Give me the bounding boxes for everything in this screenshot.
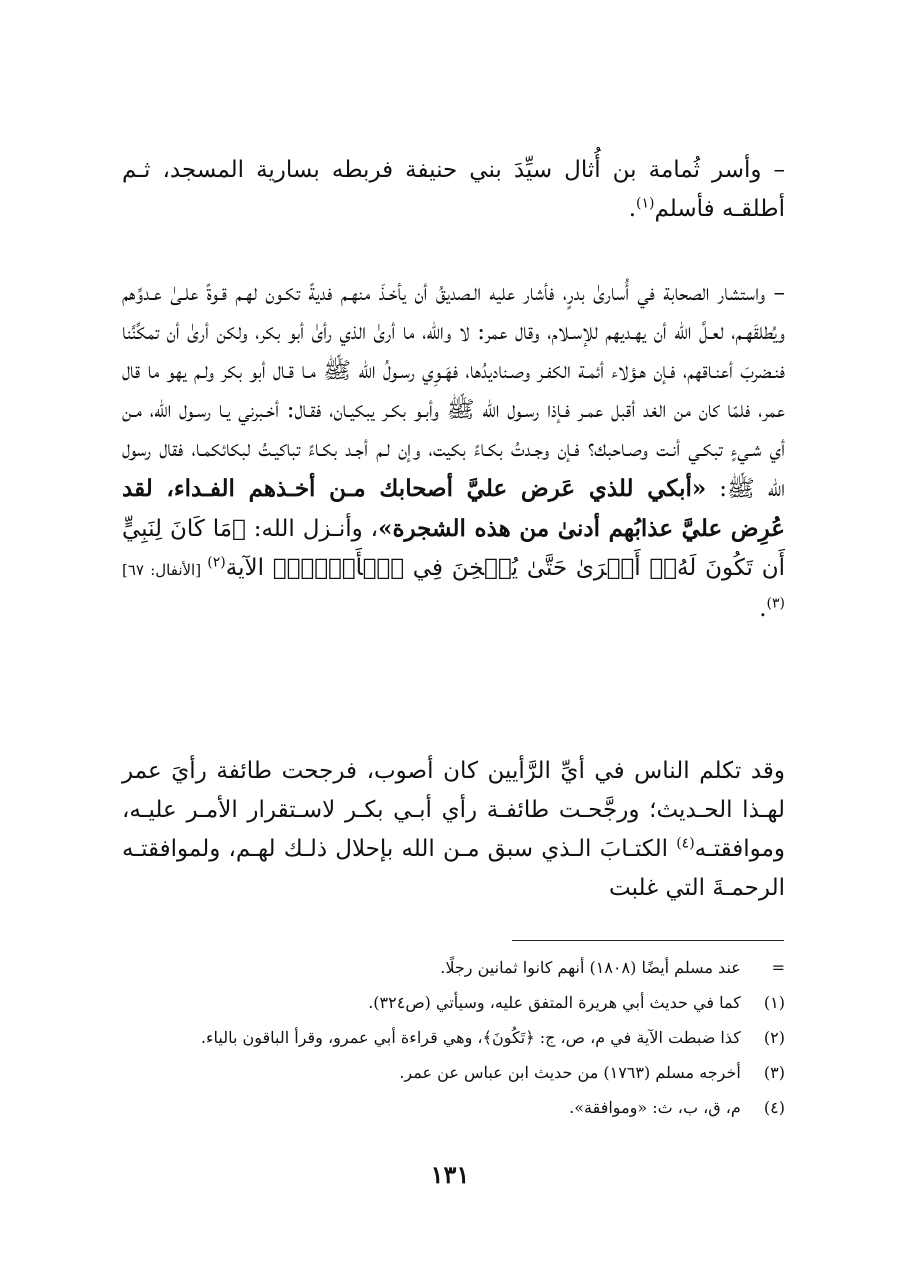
footnote-ref-3[interactable]: (٣)	[766, 595, 785, 612]
hadith-quote: «أبكي للذي عَرض عليَّ أصحابك مـن أخـذهم الفـداء، لقد عُرِض عليَّ عذابُهم أدنىٰ من هذه الشجرة»	[122, 475, 785, 542]
footnotes-list	[100, 950, 785, 1125]
paragraph-text: – واستشار الصحابة في أُساریٰ بدرٍ، فأشار عليه الـصديقُ أن يأخـذَ منهـم فديةً تكـون لهـم قـوةً علـىٰ عـدوِّهم ويُطلقَهـم، لعـلَّ الله أن يهـديهم للإسـلام، وقال عمر: لا والله، ما أرىٰ الذي رأىٰ أبو بكر، ولكن أرىٰ أن تمكِّنَّنا فنـضربَ أعنـاقهم، فـإن هـؤلاء أئمـة الكفـر وصـناديدُها، فهَـوِي رسـولُ الله ﷺ مـا قـال أبو بكر ولـم يهو ما قال عمر، فلمّا كان من الغد أقبل عمـر فـإذا رسـول الله ﷺ وأبـو بكـر يبكيـان، فقـال: أخـبرني يـا رسـول الله، مـن أي شـيءٍ تبكـي أنـت وصـاحبك؟ فـإن وجـدتُ بكـاءً بكيت، وإن لـم أجـد بكـاءً تباكيـتُ لبكائكمـا، فقال رسول الله ﷺ:	[122, 280, 785, 502]
paragraph-end: .	[759, 596, 767, 622]
paragraph-text: – وأسر ثُمامة بن أُثال سيِّدَ بني حنيفة فربطه بسارية المسجد، ثـم أطلقـه فأسلم	[122, 157, 785, 222]
surah-reference: [الأنفال: ٦٧]	[122, 561, 208, 579]
footnote-item	[100, 1020, 785, 1055]
aya-word: الآية	[225, 555, 273, 581]
footnote-separator	[512, 940, 784, 941]
paragraph-text: الكتـابَ الـذي سبق مـن الله بإحلال ذلـك لهـم، ولموافقتـه الرحمـةَ التي غلبت	[122, 836, 785, 901]
footnote-text: كذا ضبطت الآية في م، ص، ج: ﴿تَكُونَ﴾، وهي قراءة أبي عمرو، وقرأ الباقون بالياء.	[200, 1028, 741, 1047]
footnote-text: عند مسلم أيضًا (١٨٠٨) أنهم كانوا ثمانين رجلًا.	[440, 958, 741, 977]
footnote-text: كما في حديث أبي هريرة المتفق عليه، وسيأتي (ص٣٢٤).	[368, 993, 741, 1012]
footnote-item	[100, 1090, 785, 1125]
footnote-text: م، ق، ب، ث: «وموافقة».	[569, 1098, 741, 1117]
paragraph-text: وقد تكلم الناس في أيِّ الرَّأيين كان أصوب، فرجحت طائفة رأيَ عمر لهـذا الحـديث؛ ورجَّحـت طائفـة رأي أبـي بكـر لاسـتقرار الأمـر عليـه، وموافقتـه	[122, 758, 785, 862]
footnote-number: (١)	[763, 993, 785, 1012]
footnote-item	[100, 985, 785, 1020]
quran-verse: ﴿مَا كَانَ لِنَبِيٍّ أَن تَكُونَ لَهُۥٓ أَسۡرَىٰ حَتَّىٰ يُثۡخِنَ فِي ٱلۡأَرۡضِۚ﴾	[122, 516, 785, 581]
footnote-item	[100, 950, 785, 985]
paragraph-end: .	[628, 196, 636, 222]
footnote-ref-2[interactable]: (٢)	[207, 554, 226, 571]
footnote-ref-1[interactable]: (١)	[636, 195, 655, 212]
footnote-number: (٤)	[763, 1098, 785, 1117]
footnote-number: =	[771, 958, 785, 977]
footnote-number: (٣)	[763, 1063, 785, 1082]
paragraph-thumama	[122, 151, 785, 229]
footnote-ref-4[interactable]: (٤)	[676, 835, 695, 852]
footnote-item	[100, 1055, 785, 1090]
page-number: ١٣١	[430, 1160, 470, 1189]
paragraph-text: ، وأنـزل الله:	[245, 516, 379, 542]
paragraph-badr-captives	[122, 274, 785, 629]
footnote-number: (٢)	[763, 1028, 785, 1047]
paragraph-opinions	[122, 752, 785, 908]
footnote-text: أخرجه مسلم (١٧٦٣) من حديث ابن عباس عن عمر.	[399, 1063, 741, 1082]
